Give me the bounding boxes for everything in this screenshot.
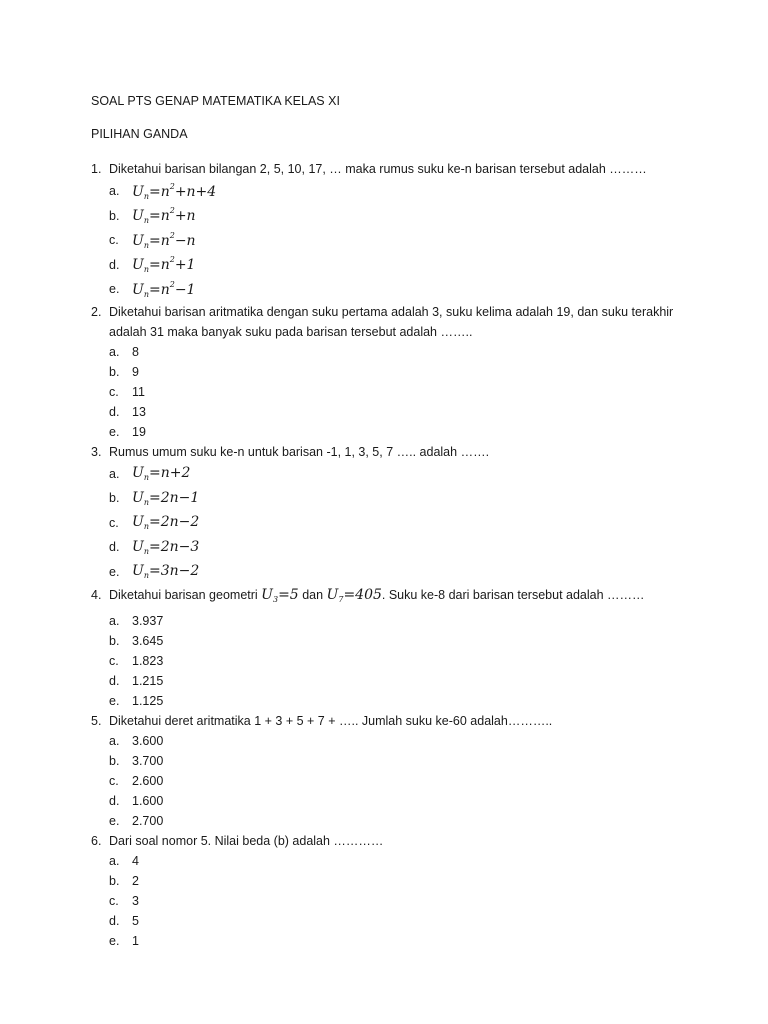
u3-formula: $U_3=5$ — [261, 587, 299, 604]
option-c — [109, 651, 691, 671]
document-title: SOAL PTS GENAP MATEMATIKA KELAS XI — [91, 94, 340, 108]
option-value: 1 — [132, 934, 139, 948]
option-formula: $U_n=n^2+n+4$ — [132, 181, 217, 201]
option-a — [109, 342, 691, 362]
question-list — [91, 159, 691, 951]
option-formula: $U_n=n^2+n$ — [132, 206, 196, 226]
option-value: 5 — [132, 914, 139, 928]
option-letter: a. — [109, 184, 120, 199]
option-formula: $U_n=2n-3$ — [132, 538, 200, 556]
option-value: 3.937 — [132, 614, 164, 628]
option-d — [109, 253, 691, 278]
option-value: 3 — [132, 894, 139, 908]
option-letter: e. — [109, 694, 120, 708]
question-number: 5. — [91, 714, 102, 728]
option-e — [109, 277, 691, 302]
option-value: 1.600 — [132, 794, 164, 808]
option-letter: d. — [109, 674, 120, 688]
option-d — [109, 911, 691, 931]
option-letter: c. — [109, 233, 119, 248]
option-b — [109, 631, 691, 651]
option-e — [109, 931, 691, 951]
option-letter: e. — [109, 424, 120, 439]
option-letter: d. — [109, 540, 120, 555]
question-text: Diketahui barisan geometri $U_3=5$ dan $U_7=405$. Suku ke-8 dari barisan tersebut adalah ……… — [109, 587, 645, 604]
option-b — [109, 486, 691, 511]
option-value: 8 — [132, 344, 139, 359]
option-value: 2 — [132, 874, 139, 888]
question-number: 1. — [91, 162, 102, 176]
question-2 — [91, 302, 691, 442]
option-b — [109, 871, 691, 891]
option-d — [109, 671, 691, 691]
option-value: 13 — [132, 404, 146, 419]
option-e — [109, 422, 691, 442]
option-letter: b. — [109, 634, 120, 648]
section-title: PILIHAN GANDA — [91, 127, 188, 141]
option-a — [109, 611, 691, 631]
option-letter: c. — [109, 654, 119, 668]
option-list — [91, 342, 691, 442]
option-b — [109, 362, 691, 382]
question-1 — [91, 159, 691, 302]
option-letter: c. — [109, 894, 119, 908]
option-formula: $U_n=2n-2$ — [132, 514, 200, 532]
question-text: Rumus umum suku ke-n untuk barisan -1, 1, 3, 5, 7 ….. adalah ……. — [109, 444, 490, 459]
option-letter: c. — [109, 515, 119, 530]
option-letter: d. — [109, 257, 120, 272]
option-formula: $U_n=2n-1$ — [132, 489, 200, 507]
option-letter: a. — [109, 614, 120, 628]
option-formula: $U_n=n^2-n$ — [132, 230, 196, 250]
option-a — [109, 462, 691, 487]
option-value: 19 — [132, 424, 146, 439]
option-formula: $U_n=n^2-1$ — [132, 279, 196, 299]
question-number: 2. — [91, 304, 102, 319]
option-value: 9 — [132, 364, 139, 379]
option-letter: e. — [109, 282, 120, 297]
option-a — [109, 179, 691, 204]
option-letter: a. — [109, 344, 120, 359]
option-letter: d. — [109, 794, 120, 808]
question-6 — [91, 831, 691, 951]
question-3 — [91, 442, 691, 585]
option-letter: b. — [109, 874, 120, 888]
option-d — [109, 791, 691, 811]
option-list — [91, 611, 691, 711]
option-c — [109, 771, 691, 791]
option-list — [91, 731, 691, 831]
option-e — [109, 811, 691, 831]
option-value: 4 — [132, 854, 139, 868]
option-formula: $U_n=n+2$ — [132, 465, 191, 483]
u7-formula: $U_7=405$ — [326, 587, 382, 604]
option-letter: d. — [109, 914, 120, 928]
option-d — [109, 535, 691, 560]
option-letter: a. — [109, 734, 120, 748]
option-value: 3.700 — [132, 754, 164, 768]
option-letter: b. — [109, 364, 120, 379]
option-b — [109, 751, 691, 771]
option-a — [109, 851, 691, 871]
option-b — [109, 204, 691, 229]
option-letter: c. — [109, 384, 119, 399]
option-value: 3.600 — [132, 734, 164, 748]
option-letter: e. — [109, 564, 120, 579]
question-text: Diketahui barisan aritmatika dengan suku pertama adalah 3, suku kelima adalah 19, dan suku terakhir adalah 31 maka banyak suku pada barisan tersebut adalah …….. — [109, 304, 674, 339]
option-c — [109, 891, 691, 911]
option-list — [91, 179, 691, 302]
question-number: 4. — [91, 588, 102, 602]
option-letter: e. — [109, 934, 120, 948]
option-value: 11 — [132, 384, 145, 399]
option-value: 1.215 — [132, 674, 164, 688]
option-letter: b. — [109, 491, 120, 506]
option-d — [109, 402, 691, 422]
option-list — [91, 851, 691, 951]
option-letter: a. — [109, 854, 120, 868]
option-value: 1.823 — [132, 654, 164, 668]
option-letter: b. — [109, 754, 120, 768]
question-4 — [91, 584, 691, 711]
option-value: 3.645 — [132, 634, 164, 648]
option-letter: c. — [109, 774, 119, 788]
option-c — [109, 511, 691, 536]
option-letter: a. — [109, 466, 120, 481]
option-e — [109, 560, 691, 585]
option-formula: $U_n=3n-2$ — [132, 563, 200, 581]
option-value: 2.700 — [132, 814, 164, 828]
option-letter: b. — [109, 208, 120, 223]
question-text: Diketahui barisan bilangan 2, 5, 10, 17, … maka rumus suku ke-n barisan tersebut adalah ……… — [109, 162, 647, 176]
option-e — [109, 691, 691, 711]
option-letter: d. — [109, 404, 120, 419]
option-value: 1.125 — [132, 694, 164, 708]
question-number: 3. — [91, 444, 102, 459]
question-text: Dari soal nomor 5. Nilai beda (b) adalah ………… — [109, 834, 384, 848]
option-value: 2.600 — [132, 774, 164, 788]
option-c — [109, 228, 691, 253]
option-letter: e. — [109, 814, 120, 828]
option-c — [109, 382, 691, 402]
option-list — [91, 462, 691, 585]
question-5 — [91, 711, 691, 831]
option-formula: $U_n=n^2+1$ — [132, 255, 196, 275]
question-number: 6. — [91, 834, 102, 848]
option-a — [109, 731, 691, 751]
question-text: Diketahui deret aritmatika 1 + 3 + 5 + 7 + ….. Jumlah suku ke-60 adalah……….. — [109, 714, 553, 728]
